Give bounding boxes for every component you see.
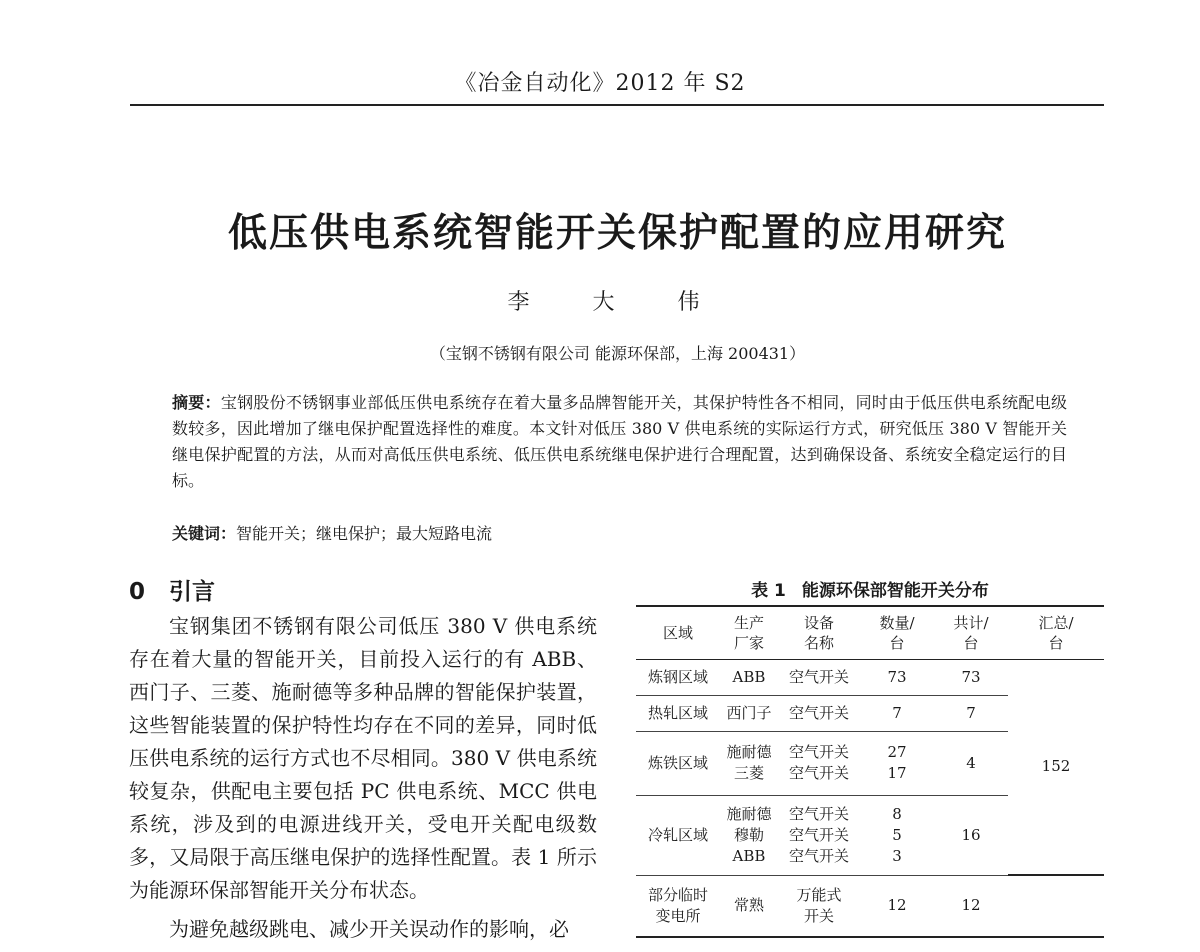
cell-maker: 常熟 [720,875,778,937]
switch-distribution-table [636,605,1104,938]
keywords-text: 智能开关；继电保护；最大短路电流 [236,524,493,543]
cell-device: 空气开关 [778,659,860,695]
cell-area: 部分临时变电所 [636,875,720,937]
body-paragraph-2: 为避免越级跳电、减少开关误动作的影响，必 [169,917,569,941]
cell-maker: 西门子 [720,695,778,731]
cell-device: 空气开关 空气开关 [778,731,860,795]
affiliation: （宝钢不锈钢有限公司 能源环保部，上海 200431） [429,344,806,363]
cell-grand-total: 152 [1008,659,1104,875]
cell-area: 炼钢区域 [636,659,720,695]
cell-subtotal: 16 [934,795,1008,875]
cell-area: 炼铁区域 [636,731,720,795]
header-subtotal: 共计/ 台 [934,606,1008,659]
body-text [129,610,597,946]
cell-device: 万能式开关 [778,875,860,937]
table-row [636,875,1104,937]
section-heading [129,573,215,606]
cell-subtotal: 7 [934,695,1008,731]
cell-maker: ABB [720,659,778,695]
body-paragraph-1: 宝钢集团不锈钢有限公司低压 380 V 供电系统存在着大量的智能开关，目前投入运行的有 ABB、西门子、三菱、施耐德等多种品牌的智能保护装置，这些智能装置的保护特性均存在不同的差异，同时低压供电系统的运行方式也不尽相同。380 V 供电系统较复杂，供配电主要包括 PC 供电系统、MCC 供电系统，涉及到的电源进线开关，受电开关配电级数多，又局限于高压继电保护的选择性配置。表 1 所示为能源环保部智能开关分布状态。 [129,614,597,902]
journal-header: 《冶金自动化》2012 年 S2 [454,71,746,96]
header-device: 设备 名称 [778,606,860,659]
cell-quantity: 8 5 3 [860,795,934,875]
table-title: 能源环保部智能开关分布 [801,581,989,601]
keywords [172,521,1067,544]
header-area: 区域 [636,606,720,659]
header-rule [130,104,1104,106]
section-number: 0 [129,579,146,605]
cell-maker: 施耐德 三菱 [720,731,778,795]
keywords-label: 关键词： [172,524,237,543]
abstract-text: 宝钢股份不锈钢事业部低压供电系统存在着大量多品牌智能开关，其保护特性各不相同，同时由于低压供电系统配电级数较多，因此增加了继电保护配置选择性的难度。本文针对低压 380 V 供电系统的实际运行方式，研究低压 380 V 智能开关继电保护配置的方法，从而对高低压供电系统、低压供电系统继电保护进行合理配置，达到确保设备、系统安全稳定运行的目标。 [172,393,1067,490]
cell-quantity: 73 [860,659,934,695]
cell-quantity: 27 17 [860,731,934,795]
cell-area: 冷轧区域 [636,795,720,875]
cell-subtotal: 73 [934,659,1008,695]
table-caption [636,576,1104,601]
header-quantity: 数量/ 台 [860,606,934,659]
cell-subtotal: 4 [934,731,1008,795]
cell-device: 空气开关 空气开关 空气开关 [778,795,860,875]
section-title: 引言 [169,579,216,605]
cell-subtotal: 12 [934,875,1008,937]
table-number: 表 1 [751,581,786,601]
cell-maker: 施耐德 穆勒 ABB [720,795,778,875]
header-maker: 生产 厂家 [720,606,778,659]
author: 李 大 伟 [507,290,728,315]
table-header-row [636,606,1104,659]
abstract-label: 摘要： [172,393,221,412]
cell-area: 热轧区域 [636,695,720,731]
abstract [172,390,1067,494]
cell-device: 空气开关 [778,695,860,731]
cell-quantity: 7 [860,695,934,731]
table-row [636,659,1104,695]
header-total: 汇总/ 台 [1008,606,1104,659]
cell-quantity: 12 [860,875,934,937]
cell-empty [1008,875,1104,937]
paper-title: 低压供电系统智能开关保护配置的应用研究 [227,211,1007,256]
